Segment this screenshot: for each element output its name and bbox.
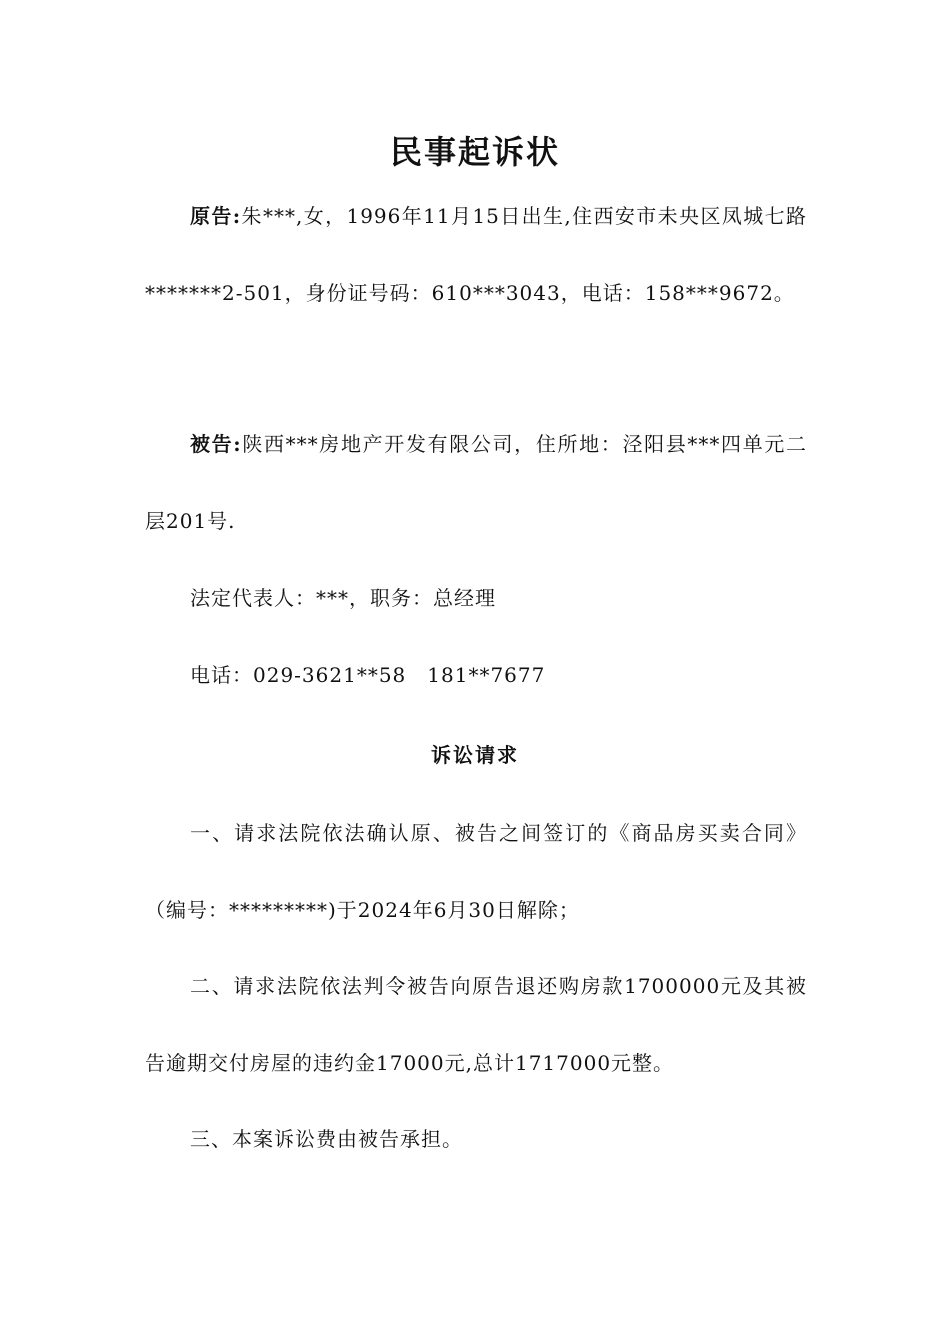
plaintiff-text: 朱***,女，1996年11月15日出生,住西安市未央区凤城七路*******2-501，身份证号码：610***3043，电话：158***9672。 <box>145 204 808 305</box>
plaintiff-label: 原告: <box>190 204 242 228</box>
defendant-label: 被告: <box>190 432 242 456</box>
claim-item: 三、本案诉讼费由被告承担。 <box>190 1127 463 1151</box>
claim-item: 二、请求法院依法判令被告向原告退还购房款1700000元及其被告逾期交付房屋的违约金17000元,总计1717000元整。 <box>145 974 807 1075</box>
legal-representative-line: 法定代表人：***，职务：总经理 <box>190 586 496 610</box>
claims-heading: 诉讼请求 <box>431 743 519 767</box>
document-title: 民事起诉状 <box>389 133 560 171</box>
defendant-phone-line: 电话：029-3621**58 181**7677 <box>190 663 546 687</box>
defendant-text: 陕西***房地产开发有限公司，住所地：泾阳县***四单元二层201号. <box>145 432 807 533</box>
plaintiff-paragraph <box>145 178 807 332</box>
defendant-paragraph <box>145 406 807 560</box>
claim-item: 一、请求法院依法确认原、被告之间签订的《商品房买卖合同》（编号：*********)于2024年6月30日解除； <box>145 821 807 922</box>
